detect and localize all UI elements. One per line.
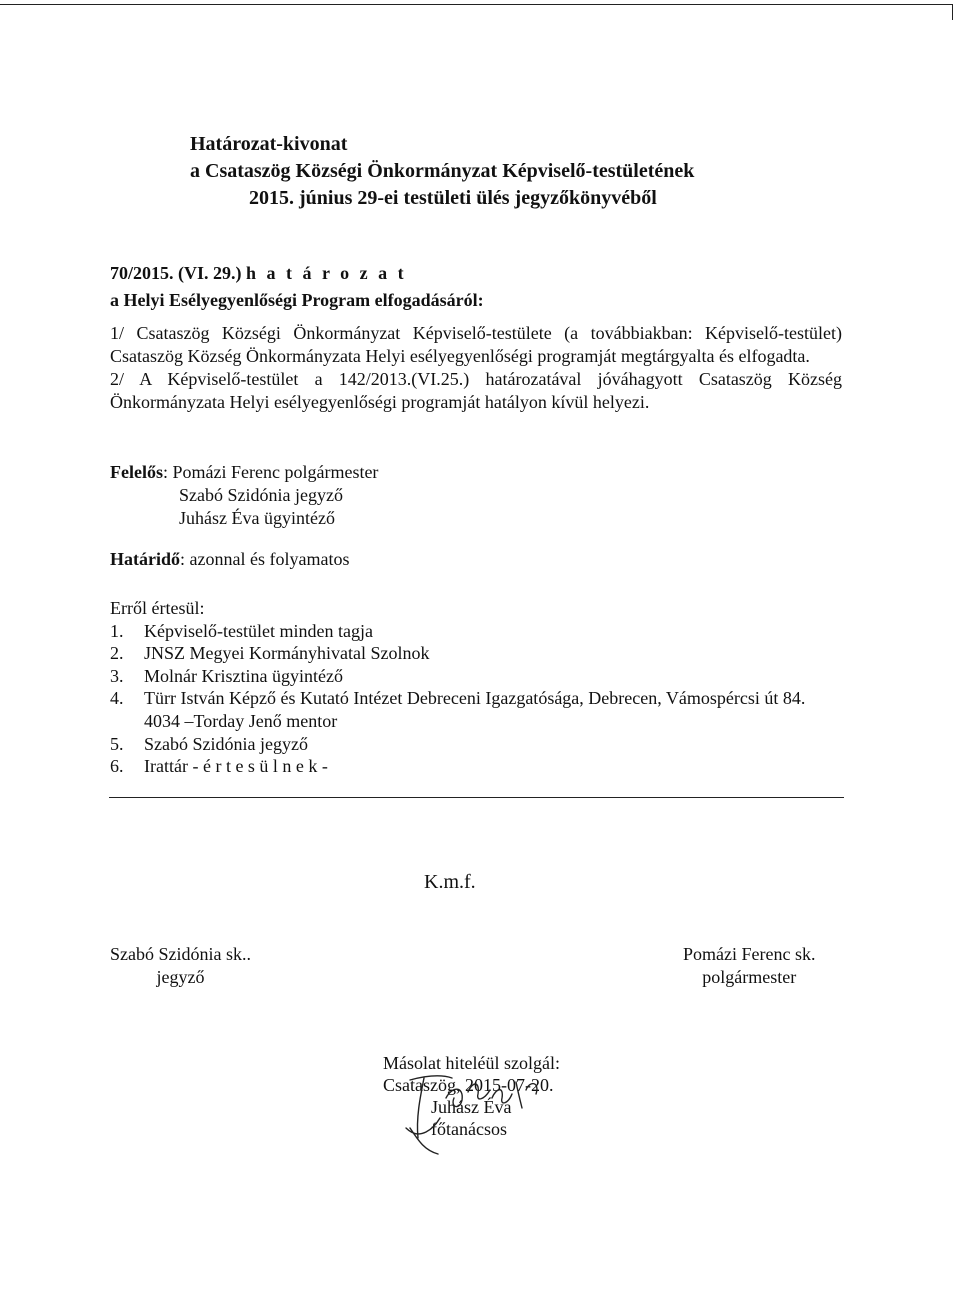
notify-list (110, 620, 845, 778)
signature-left (110, 943, 251, 989)
deadline-label: Határidő (110, 549, 180, 569)
resolution-body (110, 322, 842, 414)
certified-copy-place-date: Csataszög, 2015-07-20. (383, 1075, 554, 1095)
deadline-block: Határidő: azonnal és folyamatos (110, 549, 350, 569)
list-item: 5. Szabó Szidónia jegyző (110, 733, 308, 754)
responsible-person-2: Szabó Szidónia jegyző (179, 485, 343, 505)
deadline-value: azonnal és folyamatos (189, 549, 350, 569)
certified-copy-heading: Másolat hiteléül szolgál: (383, 1053, 560, 1073)
resolution-subject: a Helyi Esélyegyenlőségi Program elfogadásáról: (110, 290, 484, 310)
signature-left-name: Szabó Szidónia sk.. (110, 944, 251, 964)
signature-left-title: jegyző (156, 967, 205, 987)
notify-block (110, 597, 845, 778)
list-item: 4. Türr István Képző és Kutató Intézet Debreceni Igazgatósága, Debrecen, Vámospércsi út 84. 4034 –Torday Jenő mentor (110, 688, 806, 731)
header-meeting-date: 2015. június 29-ei testületi ülés jegyzőkönyvéből (249, 187, 657, 209)
handwritten-signature-icon (380, 1068, 580, 1158)
notify-heading: Erről értesül: (110, 598, 205, 618)
certified-copy-signer-title: főtanácsos (431, 1119, 507, 1139)
resolution-number: 70/2015. (VI. 29.) (110, 263, 242, 283)
responsible-label: Felelős (110, 462, 163, 482)
document-header (190, 131, 694, 212)
divider-line (109, 797, 844, 798)
certified-copy-signer: Juhász Éva (431, 1097, 512, 1117)
top-border-line (0, 4, 952, 5)
signature-right-title: polgármester (702, 967, 797, 987)
list-item: 3. Molnár Krisztina ügyintéző (110, 665, 343, 686)
responsible-person-3: Juhász Éva ügyintéző (179, 508, 335, 528)
responsible-block: Felelős: Pomázi Ferenc polgármester Szabó Szidónia jegyző Juhász Éva ügyintéző (110, 462, 379, 528)
list-item: 6. Irattár - é r t e s ü l n e k - (110, 756, 328, 777)
header-body-name: a Csataszög Községi Önkormányzat Képviselő-testületének (190, 160, 695, 182)
list-item: 2. JNSZ Megyei Kormányhivatal Szolnok (110, 643, 430, 664)
resolution-paragraph-2: 2/ A Képviselő-testület a 142/2013.(VI.25.) határozatával jóváhagyott Csataszög Község Önkormányzata Helyi esélyegyenlőségi programját hatályon kívül helyezi. (110, 369, 842, 412)
resolution-block (110, 260, 484, 314)
resolution-paragraph-1: 1/ Csataszög Községi Önkormányzat Képviselő-testülete (a továbbiakban: Képviselő-testület) Csataszög Község Önkormányzata Helyi esélyegyenlőségi programját megtárgyalta és elfogadta. (110, 323, 842, 366)
kmf-mark: K.m.f. (424, 871, 476, 893)
list-item: 1. Képviselő-testület minden tagja (110, 620, 373, 641)
signature-right-name: Pomázi Ferenc sk. (683, 944, 816, 964)
responsible-person-1: Pomázi Ferenc polgármester (172, 462, 379, 482)
resolution-label: h a t á r o z a t (246, 263, 407, 283)
signature-right (683, 943, 815, 989)
top-border-tick (952, 4, 953, 20)
header-title: Határozat-kivonat (190, 133, 348, 155)
